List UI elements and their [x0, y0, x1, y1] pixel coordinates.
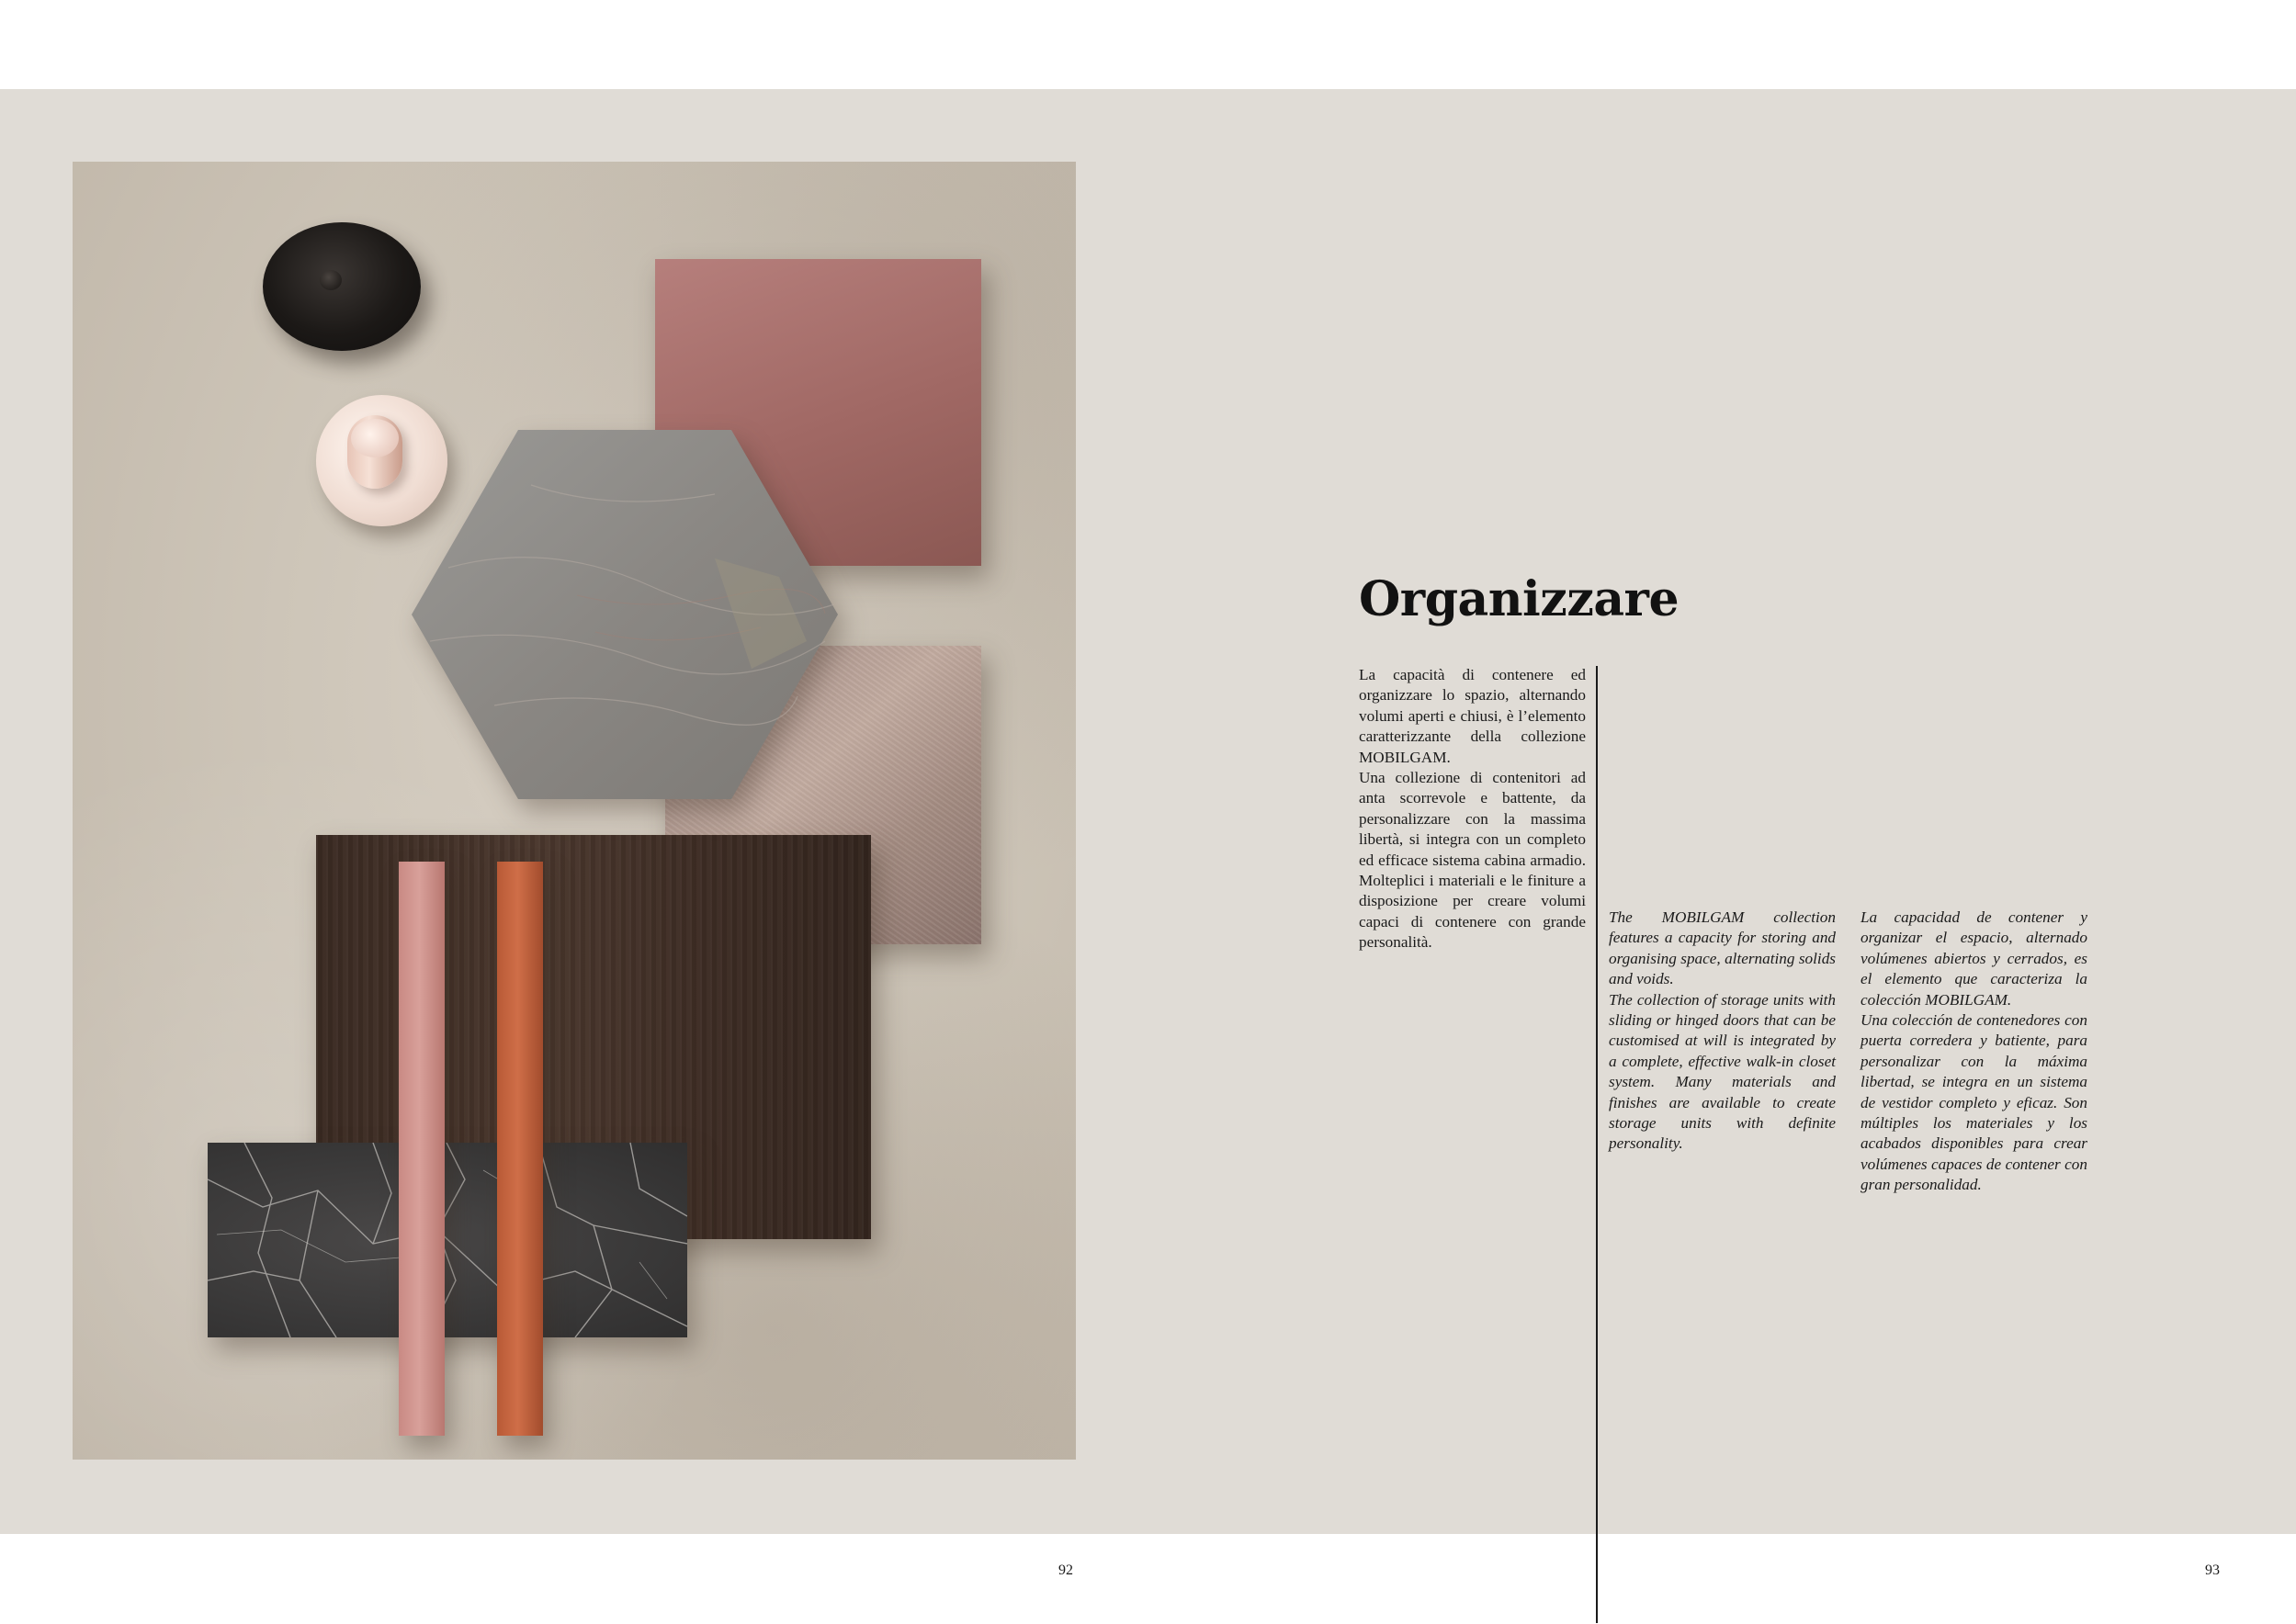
black-marble-swatch: [208, 1143, 687, 1337]
rose-gold-knob-cap: [347, 415, 402, 489]
black-knob-tip: [320, 270, 342, 290]
page-title: Organizzare: [1359, 571, 1680, 627]
catalog-spread: [0, 89, 2296, 1578]
english-text-column: [1609, 908, 1836, 1155]
english-paragraph-2: The collection of storage units with sliding or hinged doors that can be customised at will is integrated by a complete, effective walk-in closet system. Many materials and finishes are available to create storage units with definite personality.: [1609, 990, 1836, 1153]
spanish-paragraph-1: La capacidad de contener y organizar el espacio, alternado volúmenes abiertos y cerrados, es el elemento que caracteriza la colección MOBILGAM.: [1861, 908, 2087, 1009]
orange-handle-bar: [497, 862, 543, 1436]
spanish-text-column: [1861, 908, 2087, 1196]
pink-handle-bar: [399, 862, 445, 1436]
column-divider: [1596, 666, 1598, 1623]
marble-veins: [208, 1143, 687, 1337]
materials-moodboard-photo: [73, 162, 1076, 1460]
english-paragraph-1: The MOBILGAM collection features a capacity for storing and organising space, alternating solids and voids.: [1609, 908, 1836, 988]
page-number-right: 93: [2205, 1562, 2220, 1578]
italian-text-column: [1359, 665, 1586, 953]
black-knob-icon: [263, 222, 421, 351]
page-number-left: 92: [1058, 1562, 1073, 1578]
stone-hexagon-swatch: [412, 430, 838, 799]
italian-paragraph-1: La capacità di contenere ed organizzare lo spazio, alternando volumi aperti e chiusi, è l’elemento caratterizzante della collezione MOBILGAM.: [1359, 666, 1586, 766]
italian-paragraph-2: Una collezione di contenitori ad anta scorrevole e battente, da personalizzare con la massima libertà, si integra con un completo ed efficace sistema cabina armadio. Molteplici i materiali e le finiture a disposizione per creare volumi capaci di contenere con grande personalità.: [1359, 769, 1586, 952]
spanish-paragraph-2: Una colección de contenedores con puerta corredera y batiente, para personalizar con la máxima libertad, se integra en un sistema de vestidor completo y eficaz. Son múltiples los materiales y los acabados disponibles para crear volúmenes capaces de contener con gran personalidad.: [1861, 1011, 2087, 1194]
